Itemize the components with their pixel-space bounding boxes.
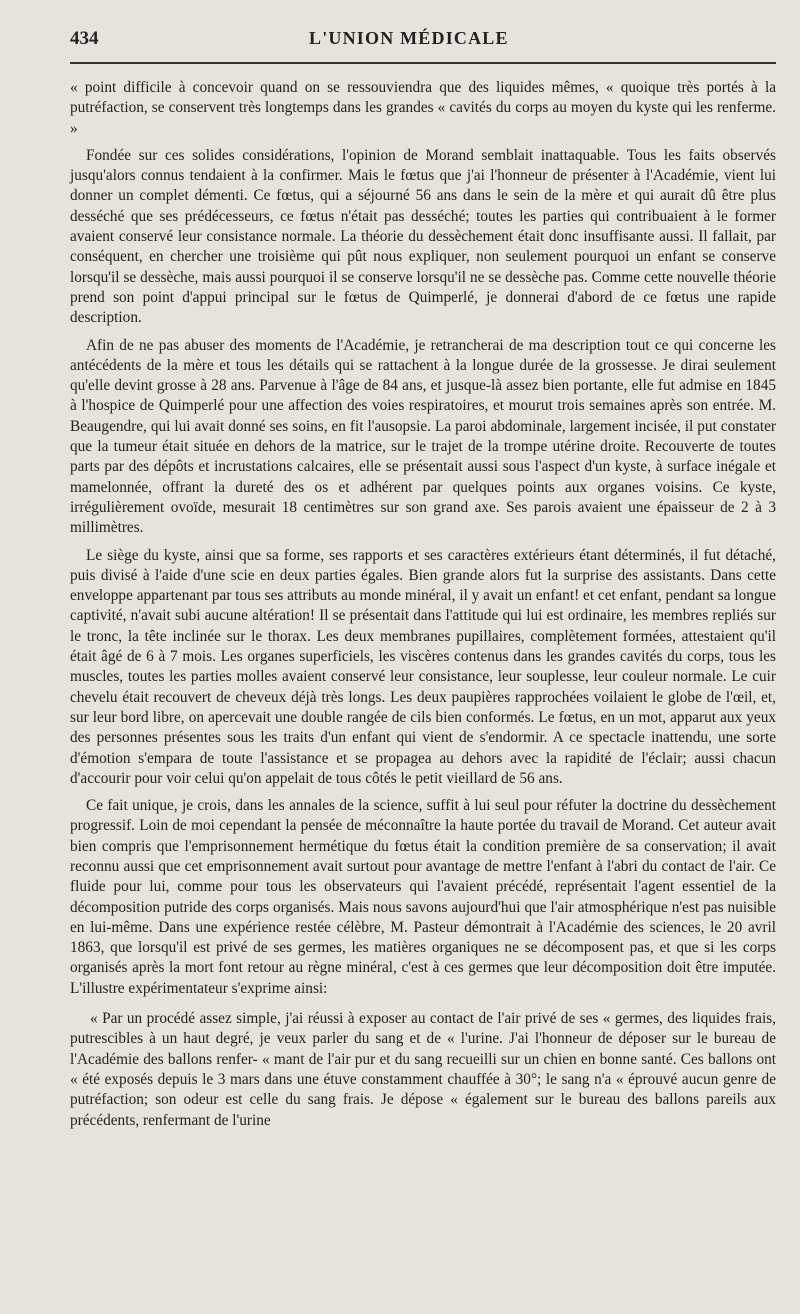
paragraph-case-history: Afin de ne pas abuser des moments de l'Académie, je retrancherai de ma description tout ce qui concerne les antécédents de la mère et tous les détails qui se rattachent à la longue durée de la grossesse. Je dirai seulement qu'elle devint grosse à 28 ans. Parvenue à l'âge de 84 ans, et jusque-là assez bien portante, elle fut admise en 1845 à l'hospice de Quimperlé pour une affection des voies respiratoires, et mourut trois semaines après son entrée. M. Beaugendre, qui lui avait donné ses soins, en fit l'ausopsie. La paroi abdominale, largement incisée, il put constater que la tumeur était située en dehors de la matrice, sur le trajet de la trompe utérine droite. Recouverte de toutes parts par des dépôts et incrustations calcaires, elle se présentait aussi sous l'aspect d'un kyste, à surface inégale et mamelonnée, offrant la dureté des os et adhérent par quelques points aux organes voisins. Ce kyste, irrégulièrement ovoïde, mesurait 18 centimètres sur son grand axe. Ses parois avaient une épaisseur de 2 à 3 millimètres.	[70, 336, 776, 537]
paragraph-kyst-examination: Le siège du kyste, ainsi que sa forme, ses rapports et ses caractères extérieurs étant déterminés, il fut détaché, puis divisé à l'aide d'une scie en deux parties égales. Bien grande alors fut la surprise des assistants. Dans cette enveloppe appartenant par tous ses attributs au monde minéral, il y avait un enfant! et cet enfant, pendant sa longue captivité, n'avait subi aucune altération! Il se présentait dans l'attitude qui lui est ordinaire, les membres repliés sur le tronc, la tête inclinée sur le thorax. Les deux membranes pupillaires, complètement formées, attestaient qu'il était âgé de 6 à 7 mois. Les organes superficiels, les viscères contenus dans les grandes cavités du corps, tous les muscles, toutes les parties molles avaient conservé leur consistance, leur souplesse, leur couleur normale. Le cuir chevelu était recouvert de cheveux déjà très longs. Les deux paupières rapprochées voilaient le globe de l'œil, et, sur leur bord libre, on apercevait une double rangée de cils bien conformés. Le fœtus, en un mot, apparut aux yeux des personnes présentes sous les traits d'un enfant qui vient de s'endormir. A ce spectacle inattendu, une sorte d'émotion s'empara de toute l'assistance et se propagea au dehors avec la rapidité de l'éclair; aussi chacun d'accourir pour voir celui qu'on appelait de tous côtés le petit vieillard de 56 ans.	[70, 546, 776, 787]
running-title: L'UNION MÉDICALE	[309, 28, 509, 48]
header-rule	[70, 62, 776, 64]
body-text	[70, 78, 776, 1131]
page-number: 434	[70, 28, 99, 49]
paragraph-quote-continuation: « point difficile à concevoir quand on se ressouviendra que des liquides mêmes, « quoique très portés à la putréfaction, se conservent très longtemps dans les grandes « cavités du corps au moyen du kyste qui les renferme. »	[70, 79, 776, 137]
paragraph-morand-opinion: Fondée sur ces solides considérations, l'opinion de Morand semblait inattaquable. Tous les faits observés jusqu'alors connus tendaient à la confirmer. Mais le fœtus que j'ai l'honneur de présenter à l'Académie, vient lui donner un complet démenti. Ce fœtus, qui a séjourné 56 ans dans le sein de la mère et qui aurait dû être plus desséché que ses prédécesseurs, ce fœtus n'était pas desséché; toutes les parties qui contribuaient à le former avaient conservé leur consistance normale. La théorie du dessèchement était donc insuffisante aussi. Il fallait, par conséquent, en chercher une troisième qui pût nous expliquer, non seulement pourquoi un enfant se conserve lorsqu'il se dessèche, mais aussi pourquoi il se conserve lorsqu'il ne se dessèche pas. Comme cette nouvelle théorie prend son point d'appui principal sur le fœtus de Quimperlé, je donnerai d'abord de ce fœtus une rapide description.	[70, 146, 776, 327]
paragraph-pasteur-experiment: Ce fait unique, je crois, dans les annales de la science, suffit à lui seul pour réfuter la doctrine du dessèchement progressif. Loin de moi cependant la pensée de méconnaître la haute portée du travail de Morand. Cet auteur avait bien compris que l'emprisonnement hermétique du fœtus était la condition première de sa conservation; il avait reconnu aussi que cet emprisonnement avait surtout pour avantage de mettre l'enfant à l'abri du contact de l'air. Ce fluide pour lui, comme pour tous les observateurs qui l'avaient précédé, représentait l'agent essentiel de la décomposition putride des corps organisés. Mais nous savons aujourd'hui que l'air atmosphérique n'est pas nuisible en lui-même. Dans une expérience restée célèbre, M. Pasteur démontrait à l'Académie des sciences, le 20 avril 1863, que lorsqu'il est privé de ses germes, les matières organiques ne se décomposent pas, et que si les corps organisés après la mort font retour au règne minéral, c'est à ces germes que leur décomposition doit être imputée. L'illustre expérimentateur s'exprime ainsi:	[70, 797, 776, 997]
page-header	[70, 28, 782, 54]
paragraph-pasteur-quote: « Par un procédé assez simple, j'ai réussi à exposer au contact de l'air privé de ses « germes, des liquides frais, putrescibles à un haut degré, je veux parler du sang et de « l'urine. J'ai l'honneur de déposer sur le bureau de l'Académie des ballons renfer- « mant de l'air pur et du sang recueilli sur un chien en bonne santé. Ces ballons ont « été exposés depuis le 3 mars dans une étuve constamment chauffée à 30°; le sang n'a « éprouvé aucun genre de putréfaction; son odeur est celle du sang frais. Je dépose « également sur le bureau des ballons pareils aux précédents, renfermant de l'urine	[70, 1010, 776, 1129]
